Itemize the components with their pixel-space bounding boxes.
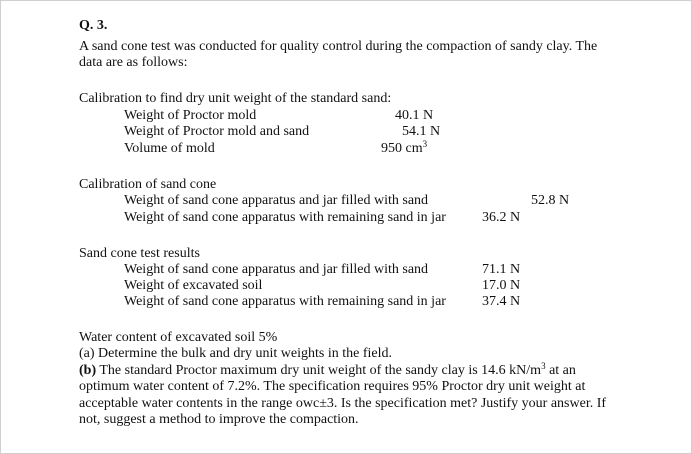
calibration-sand-label-1: Weight of Proctor mold bbox=[124, 108, 257, 123]
test-results-label-3: Weight of sand cone apparatus with remaining sand in jar bbox=[124, 294, 446, 309]
test-results-value-1: 71.1 N bbox=[482, 262, 521, 277]
calibration-cone-value-2: 36.2 N bbox=[482, 210, 521, 225]
test-results-label-1: Weight of sand cone apparatus and jar filled with sand bbox=[124, 262, 429, 277]
calibration-cone-heading: Calibration of sand cone bbox=[79, 177, 217, 192]
test-results-value-3: 37.4 N bbox=[482, 294, 521, 309]
test-results-heading: Sand cone test results bbox=[79, 246, 200, 261]
calibration-sand-value-3: 950 $cm^3$ bbox=[381, 139, 428, 156]
calibration-sand-value-2: 54.1 N bbox=[402, 124, 441, 139]
intro-line-1: A sand cone test was conducted for quality control during the compaction of sandy clay. The bbox=[79, 39, 598, 54]
calibration-sand-value-1: 40.1 N bbox=[395, 108, 434, 123]
calibration-cone-value-1: 52.8 N bbox=[531, 193, 570, 208]
intro-line-2: data are as follows: bbox=[79, 55, 188, 70]
calibration-sand-label-2: Weight of Proctor mold and sand bbox=[124, 124, 310, 139]
calibration-cone-label-1: Weight of sand cone apparatus and jar filled with sand bbox=[124, 193, 429, 208]
test-results-label-2: Weight of excavated soil bbox=[124, 278, 263, 293]
part-b-label: (b) bbox=[79, 363, 97, 378]
superscript-cubed: 3 bbox=[422, 139, 428, 149]
part-b-line-2: optimum water content of 7.2%. The specification requires 95% Proctor dry unit weight at bbox=[79, 379, 586, 394]
calibration-sand-label-3: Volume of mold bbox=[124, 141, 215, 156]
test-results-value-2: 17.0 N bbox=[482, 278, 521, 293]
water-content-line: Water content of excavated soil 5% bbox=[79, 330, 278, 345]
part-b-line-1: (b) The standard Proctor maximum dry unit weight of the sandy clay is 14.6 $kN/m^3$ at an bbox=[79, 361, 576, 378]
part-b-line-3: acceptable water contents in the range owc±3. Is the specification met? Justify your answer. If bbox=[79, 396, 607, 411]
part-b-line-4: not, suggest a method to improve the compaction. bbox=[79, 412, 359, 427]
superscript-cubed: 3 bbox=[541, 361, 546, 371]
calibration-cone-label-2: Weight of sand cone apparatus with remaining sand in jar bbox=[124, 210, 446, 225]
part-a-line: (a) Determine the bulk and dry unit weights in the field. bbox=[79, 346, 392, 361]
calibration-sand-heading: Calibration to find dry unit weight of the standard sand: bbox=[79, 91, 392, 106]
question-number: Q. 3. bbox=[79, 18, 108, 33]
